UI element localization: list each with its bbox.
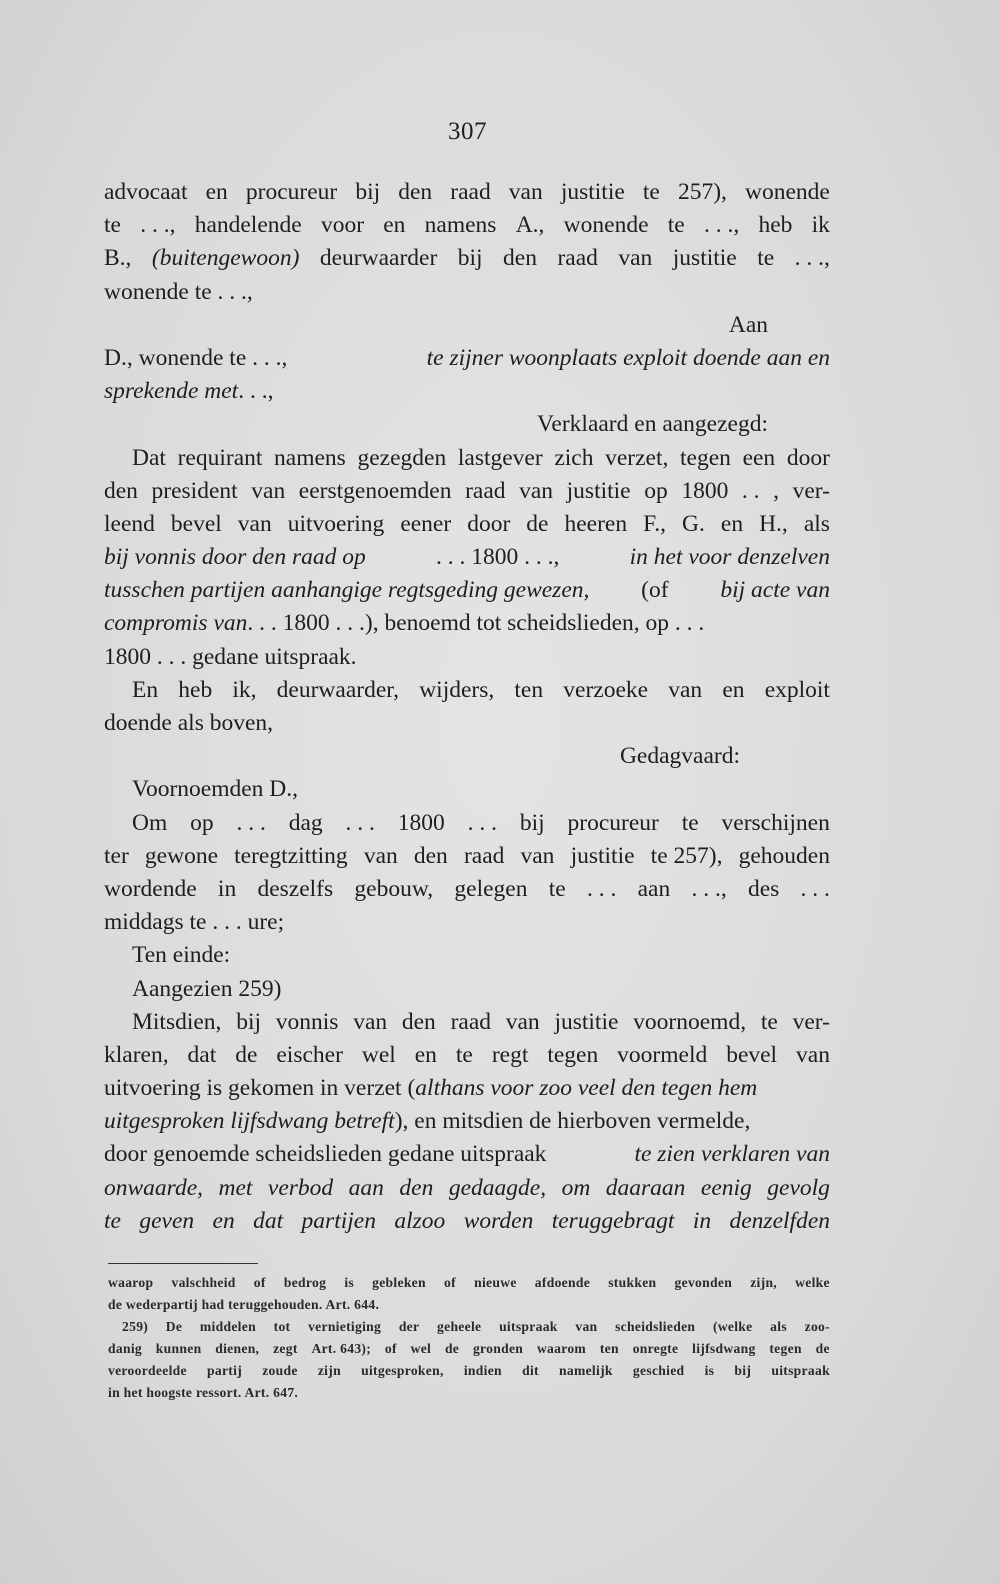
word: exploit [764, 676, 830, 703]
word: lijfsdwang [692, 1341, 756, 1356]
text-line [104, 1072, 830, 1105]
word: deszelfs [257, 875, 334, 902]
word: bevel [170, 510, 222, 537]
word: regt [491, 1041, 529, 1068]
word: lastgever [457, 444, 543, 471]
text-line [104, 973, 830, 1006]
word: door [467, 510, 511, 537]
footnote-text: de wederpartij had teruggehouden. Art. 644. [108, 1297, 380, 1312]
word: partijen [301, 1207, 376, 1234]
text-line [104, 1039, 830, 1072]
word: worden [463, 1207, 534, 1234]
word: . . [741, 477, 760, 504]
text-line [104, 574, 830, 607]
word: te [642, 179, 660, 205]
word: is [704, 1363, 715, 1378]
word: van [505, 1008, 540, 1035]
word: (buitengewoon) [151, 245, 300, 272]
word: partij [207, 1363, 243, 1378]
text-line [104, 442, 830, 475]
text-span: Aangezien 259) [132, 975, 282, 1002]
italic-span: te zijner woonplaats exploit doende aan en [426, 344, 830, 371]
word: te [667, 212, 685, 239]
word: te [681, 809, 699, 836]
word: onregte [632, 1341, 679, 1356]
word: te [104, 212, 121, 239]
word: teruggebragt [551, 1207, 675, 1234]
word: te [760, 1008, 778, 1035]
text-line [104, 408, 830, 441]
word: tot [273, 1319, 291, 1334]
word: namelijk [559, 1363, 613, 1378]
footnote-divider [108, 1263, 258, 1264]
text-span: (of [641, 577, 669, 604]
word: leend [104, 510, 155, 537]
word: of [384, 1341, 397, 1356]
word: uitvoering [287, 510, 385, 537]
footnote-line [108, 1316, 830, 1338]
word: voormeld [617, 1041, 708, 1068]
word: waarop [108, 1275, 154, 1290]
word: gebleken [372, 1275, 426, 1290]
word: raad [557, 245, 598, 272]
word: wel [361, 1041, 396, 1068]
italic-span: bij vonnis door den raad op [104, 544, 366, 571]
word: heb [178, 676, 213, 703]
word: nieuwe [474, 1275, 517, 1290]
text-span: Voornoemden D., [132, 776, 299, 803]
word: B., [104, 245, 132, 272]
word: middelen [199, 1319, 256, 1334]
word: . . . [800, 875, 830, 902]
word: (welke [712, 1319, 753, 1334]
word: 259) [122, 1319, 149, 1334]
word: te [548, 875, 566, 902]
word: danig [108, 1341, 142, 1356]
word: denzelfden [729, 1207, 830, 1234]
word: den [398, 179, 433, 205]
word: van [668, 676, 703, 703]
word: geven [139, 1207, 195, 1234]
word: heeren [564, 510, 628, 537]
word: . . . [345, 809, 375, 836]
word: veroordeelde [108, 1363, 187, 1378]
text-line [104, 807, 830, 840]
word: zoude [262, 1363, 298, 1378]
word: op [644, 477, 668, 504]
word: De [165, 1319, 183, 1334]
word: dienen, [215, 1341, 260, 1356]
word: gevolg [767, 1174, 830, 1201]
word: H., [759, 510, 788, 537]
word: des [747, 875, 780, 902]
text-line [104, 508, 830, 541]
word: te 257), [650, 842, 723, 869]
word: ik, [232, 676, 257, 703]
word: gevonden [674, 1275, 733, 1290]
word: van [508, 179, 543, 205]
word: vernietiging [308, 1319, 382, 1334]
word: uitspraak [499, 1319, 558, 1334]
text-span: . . ., [238, 378, 274, 405]
word: waarom [536, 1341, 587, 1356]
text-span: uitvoering is gekomen in verzet ( [104, 1075, 416, 1102]
text-span: . . . 1800 . . .), benoemd tot scheidslieden, op . . . [247, 610, 705, 637]
word: te [455, 1041, 473, 1068]
word: 1800 [397, 809, 445, 836]
word: uitgesproken, [361, 1363, 444, 1378]
word: Om [132, 809, 168, 836]
word: of [444, 1275, 456, 1290]
text-line [104, 342, 830, 375]
text-span: 1800 . . . gedane uitspraak. [104, 643, 357, 670]
italic-span: tusschen partijen aanhangige regtsgeding gewezen, [104, 577, 590, 604]
word: klaren, [104, 1041, 169, 1068]
italic-span: bij acte van [720, 577, 830, 604]
word: om [561, 1174, 591, 1201]
word: als [770, 1319, 787, 1334]
word: wel [410, 1341, 432, 1356]
text-line [104, 276, 830, 309]
word: gehouden [738, 842, 830, 869]
word: gelegen [454, 875, 528, 902]
word: geheele [437, 1319, 482, 1334]
text-span: . . . 1800 . . ., [436, 544, 560, 571]
word: procureur [245, 179, 338, 205]
word: president [151, 477, 238, 504]
word: tegen [680, 444, 731, 471]
word: A., [515, 212, 545, 239]
word: gronden [472, 1341, 524, 1356]
word: van [618, 245, 653, 272]
word: justitie [672, 245, 737, 272]
word: bij [457, 245, 483, 272]
text-line [104, 740, 830, 773]
word: stukken [608, 1275, 657, 1290]
text-line [104, 939, 830, 972]
word: voornoemd, [633, 1008, 747, 1035]
word: Mitsdien, [132, 1008, 222, 1035]
word: raad [465, 477, 506, 504]
text-line [104, 1172, 830, 1205]
word: handelende [194, 212, 302, 239]
word: verbod [267, 1174, 334, 1201]
italic-span: te zien verklaren van [634, 1141, 830, 1168]
text-line [104, 674, 830, 707]
footnotes [108, 1272, 830, 1404]
footnote-text: in het hoogste ressort. Art. 647. [108, 1385, 299, 1400]
word: van [520, 842, 555, 869]
word: justitie [566, 477, 631, 504]
word: heb [758, 212, 793, 239]
word: gezegden [357, 444, 447, 471]
word: eenig [700, 1174, 752, 1201]
word: procureur [567, 809, 659, 836]
footnote-line [108, 1338, 830, 1360]
text-line [104, 773, 830, 806]
text-line [104, 242, 830, 275]
word: . . ., [703, 212, 740, 239]
text-span: Aan [728, 311, 768, 338]
word: de [235, 1041, 258, 1068]
word: de [526, 510, 549, 537]
italic-span: althans voor zoo veel den tegen hem [415, 1075, 758, 1102]
word: bevel [726, 1041, 778, 1068]
text-span: D., wonende te . . ., [104, 344, 288, 371]
word: van [575, 1319, 598, 1334]
italic-span: uitgesproken lijfsdwang betreft [104, 1108, 395, 1135]
word: scheidslieden [615, 1319, 696, 1334]
word: tegen [547, 1041, 599, 1068]
word: van [519, 477, 554, 504]
word: wijders, [419, 676, 495, 703]
word: verzoeke [563, 676, 649, 703]
word: de [444, 1341, 460, 1356]
word: dat [187, 1041, 217, 1068]
word: requirant [177, 444, 263, 471]
word: voor [320, 212, 365, 239]
word: ver- [792, 477, 830, 504]
body-text [104, 176, 830, 1238]
word: zoo- [804, 1319, 830, 1334]
word: 257), [677, 179, 727, 205]
text-span: wonende te . . ., [104, 278, 253, 305]
word: is [344, 1275, 354, 1290]
word: . . ., [691, 875, 727, 902]
text-line [104, 1138, 830, 1171]
word: daaraan [605, 1174, 686, 1201]
word: bij [734, 1363, 752, 1378]
word: alzoo [394, 1207, 446, 1234]
word: en [383, 212, 406, 239]
word: en [414, 1041, 437, 1068]
word: justitie [554, 1008, 619, 1035]
text-span: door genoemde scheidslieden gedane uitspraak [104, 1141, 547, 1168]
word: door [786, 444, 830, 471]
word: F., [643, 510, 667, 537]
word: in [692, 1207, 712, 1234]
word: deurwaarder, [276, 676, 400, 703]
word: valschheid [171, 1275, 236, 1290]
word: den [401, 1008, 436, 1035]
word: raad [450, 1008, 491, 1035]
word: der [398, 1319, 420, 1334]
word: Art. 643); [311, 1341, 372, 1356]
word: te [104, 1207, 121, 1234]
text-span: middags te . . . ure; [104, 909, 285, 936]
word: G. [682, 510, 705, 537]
word: dat [253, 1207, 284, 1234]
text-line [104, 541, 830, 574]
word: in [217, 875, 237, 902]
word: En [132, 676, 159, 703]
word: indien [463, 1363, 502, 1378]
word: welke [795, 1275, 830, 1290]
word: zich [554, 444, 594, 471]
text-line [104, 1105, 830, 1138]
word: justitie [570, 842, 635, 869]
word: van [251, 477, 286, 504]
footnote-line [108, 1360, 830, 1382]
word: afdoende [534, 1275, 591, 1290]
word: ter [104, 842, 129, 869]
word: den [399, 1174, 434, 1201]
word: , [773, 477, 779, 504]
word: . . ., [140, 212, 176, 239]
text-line [104, 607, 830, 640]
word: den [503, 245, 537, 272]
word: bedrog [283, 1275, 327, 1290]
text-line [104, 176, 830, 209]
word: verzet, [605, 444, 669, 471]
text-line [104, 475, 830, 508]
word: de [815, 1341, 830, 1356]
italic-span: compromis van [104, 610, 248, 637]
word: eerstgenoemden [298, 477, 452, 504]
word: justitie [560, 179, 625, 205]
word: als [803, 510, 830, 537]
word: tegen [769, 1341, 802, 1356]
heading-gedagvaard: Gedagvaard: [619, 743, 740, 770]
word: . . . [467, 809, 497, 836]
word: dit [522, 1363, 539, 1378]
word: en [720, 510, 744, 537]
italic-span: in het voor denzelven [629, 544, 830, 571]
word: of [253, 1275, 266, 1290]
word: den [413, 842, 448, 869]
word: ten [514, 676, 544, 703]
word: teregtzitting [234, 842, 348, 869]
word: aan [637, 875, 671, 902]
word: ik [811, 212, 830, 239]
word: geschied [632, 1363, 685, 1378]
word: deurwaarder [319, 245, 438, 272]
text-line [104, 375, 830, 408]
word: en [722, 676, 745, 703]
word: bij [519, 809, 545, 836]
word: dag [288, 809, 323, 836]
word: gebouw, [354, 875, 434, 902]
word: van [363, 842, 398, 869]
word: van [353, 1008, 388, 1035]
word: advocaat [104, 179, 188, 205]
word: verschijnen [721, 809, 830, 836]
word: bij [236, 1008, 261, 1035]
text-line [104, 840, 830, 873]
word: van [237, 510, 272, 537]
word: bij [355, 179, 381, 205]
word: . . ., [794, 245, 830, 272]
footnote-line [108, 1382, 830, 1404]
heading-verklaard: Verklaard en aangezegd: [537, 411, 768, 438]
word: zijn [317, 1363, 341, 1378]
word: gedaagde, [448, 1174, 547, 1201]
text-line [104, 873, 830, 906]
word: wonende [563, 212, 649, 239]
text-line [104, 309, 830, 342]
word: . . . [586, 875, 617, 902]
text-line [104, 1205, 830, 1238]
text-line [104, 1006, 830, 1039]
text-line [104, 707, 830, 740]
word: op [190, 809, 214, 836]
word: zegt [273, 1341, 298, 1356]
word: raad [450, 179, 491, 205]
word: en [212, 1207, 235, 1234]
word: eener [400, 510, 452, 537]
text-line [104, 906, 830, 939]
word: zijn, [750, 1275, 777, 1290]
text-span: doende als boven, [104, 710, 274, 736]
word: Dat [132, 444, 166, 471]
word: kunnen [155, 1341, 202, 1356]
word: onwaarde, [104, 1174, 204, 1201]
page-number: 307 [448, 118, 487, 145]
word: gewone [144, 842, 219, 869]
word: 1800 [681, 477, 729, 504]
word: namens [274, 444, 346, 471]
word: eischer [276, 1041, 343, 1068]
footnote-line [108, 1294, 830, 1316]
heading-ten-einde: Ten einde: [132, 942, 231, 969]
word: raad [463, 842, 505, 869]
word: uitspraak [771, 1363, 830, 1378]
word: met [218, 1174, 253, 1201]
italic-span: sprekende met [104, 378, 239, 405]
word: namens [424, 212, 497, 239]
word: vonnis [275, 1008, 339, 1035]
word: en [205, 179, 228, 205]
word: den [104, 477, 138, 504]
word: ver- [792, 1008, 830, 1035]
footnote-line [108, 1272, 830, 1294]
word: een [742, 444, 776, 471]
word: te [757, 245, 775, 272]
word: ten [599, 1341, 619, 1356]
word: aan [348, 1174, 384, 1201]
text-line [104, 641, 830, 674]
word: wordende [104, 875, 197, 902]
word: . . . [236, 809, 266, 836]
text-span: ), en mitsdien de hierboven vermelde, [394, 1108, 751, 1135]
text-line [104, 209, 830, 242]
word: wonende [745, 179, 830, 205]
word: van [796, 1041, 830, 1068]
